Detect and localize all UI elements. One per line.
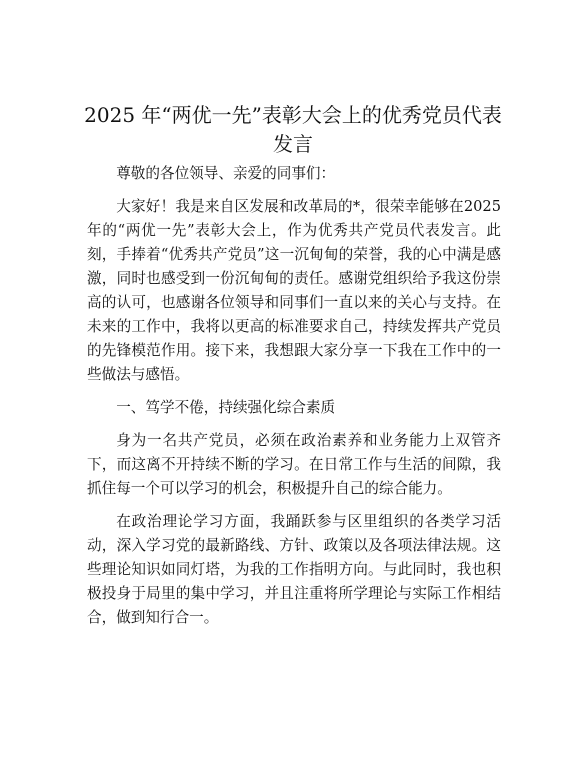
document-title: 2025 年“两优一先”表彰大会上的优秀党员代表发言 [84, 103, 502, 156]
document-body [87, 162, 501, 639]
body-paragraph: 在政治理论学习方面，我踊跃参与区里组织的各类学习活动，深入学习党的最新路线、方针、政策以及各项法律法规。这些理论知识如同灯塔，为我的工作指明方向。与此同时，我也积极投身于局里的集中学习，并且注重将所学理论与实际工作相结合，做到知行合一。 [87, 513, 501, 626]
opening-paragraph: 大家好！我是来自区发展和改革局的*，很荣幸能够在2025 年的“两优一先”表彰大会上，作为优秀共产党员代表发言。此刻，手捧着“优秀共产党员”这一沉甸甸的荣誉，我的心中满是感激，同时也感受到一份沉甸甸的责任。感谢党组织给予我这份崇高的认可，也感谢各位领导和同事们一直以来的关心与支持。在未来的工作中，我将以更高的标准要求自己，持续发挥共产党员的先锋模范作用。接下来，我想跟大家分享一下我在工作中的一些做法与感悟。 [87, 198, 501, 383]
salutation-paragraph: 尊敬的各位领导、亲爱的同事们： [116, 165, 336, 182]
section-heading: 一、笃学不倦，持续强化综合素质 [116, 399, 336, 416]
body-paragraph: 身为一名共产党员，必须在政治素养和业务能力上双管齐下，而这离不开持续不断的学习。在日常工作与生活的间隙，我抓住每一个可以学习的机会，积极提升自己的综合能力。 [87, 432, 501, 497]
